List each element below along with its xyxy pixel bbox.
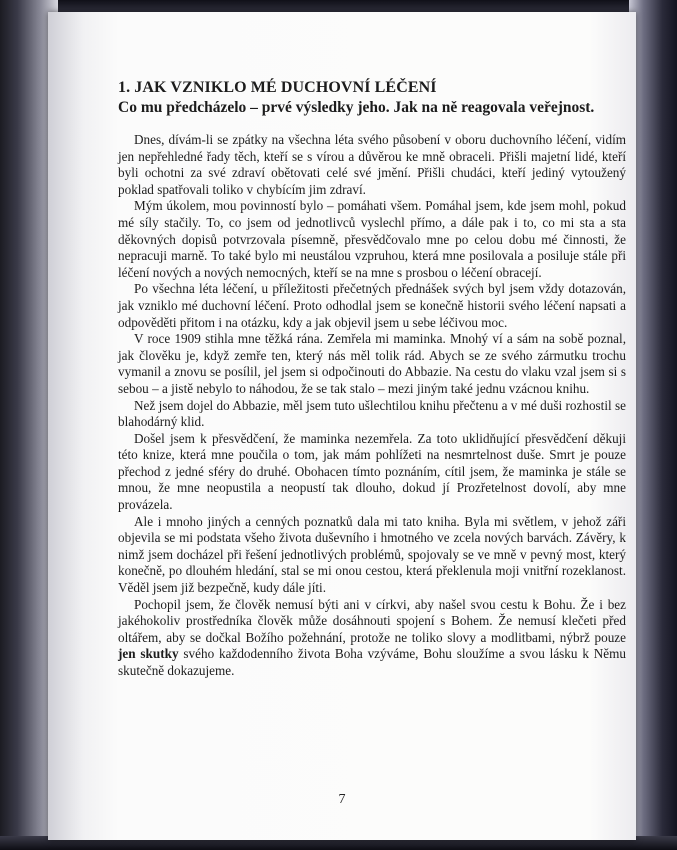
page-text xyxy=(118,78,626,680)
paragraph-last-tail: svého každodenního života Boha vzýváme, Bohu sloužíme a svou lásku k Němu skutečně dokazujeme. xyxy=(118,646,627,678)
chapter-body xyxy=(118,132,626,680)
paragraph: Došel jsem k přesvědčení, že maminka nezemřela. Za toto uklidňující přesvědčení děkuji této knize, která mne poučila o tom, jak mám pohlížeti na nesmrtelnost duše. Smrt je pouze přechod z jedné sféry do druhé. Obohacen tímto poznáním, cítil jsem, že maminka je stále se mnou, že mne neopustila a neopustí tak dlouho, dokud jí Prozřetelnost dovolí, aby mne provázela. xyxy=(118,430,626,513)
paragraph: Po všechna léta léčení, u příležitosti přečetných přednášek svých byl jsem vždy dotazován, jak vzniklo mé duchovní léčení. Proto odhodlal jsem se konečně historii svého léčení napsati a odpověděti přitom i na otázku, kdy a jak objevil jsem u sebe léčivou moc. xyxy=(118,281,626,330)
chapter-subtitle: Co mu předcházelo – prvé výsledky jeho. Jak na ně reagovala veřejnost. xyxy=(118,99,595,116)
page-number: 7 xyxy=(338,792,346,807)
paragraph: Než jsem dojel do Abbazie, měl jsem tuto ušlechtilou knihu přečtenu a v mé duši rozhostil se blahodárný klid. xyxy=(118,397,626,430)
book-right-edge xyxy=(629,0,677,850)
paragraph: V roce 1909 stihla mne těžká rána. Zemřela mi maminka. Mnohý ví a sám na sobě poznal, jak člověku je, když zemře ten, který nás měl tolik rád. Abych se ze svého zármutku trochu vymanil a znovu se posílil, jel jsem si odpočinouti do Abbazie. Na cestu do vlaku vzal jsem si s sebou – a jistě nebylo to náhodou, že se tak stalo – mezi jiným také jednu vzácnou knihu. xyxy=(118,331,626,396)
paragraph: Mým úkolem, mou povinností bylo – pomáhati všem. Pomáhal jsem, kde jsem mohl, pokud mé síly stačily. To, co jsem od jednotlivců vyslechl přímo, a dále pak i to, co mi sta a sta děkovných dopisů potvrzovala písemně, přesvědčovalo mne po celou dobu mé činnosti, že nepracuji marně. To také bylo mi neustálou vzpruhou, která mne posilovala a posiluje stále při léčení nových a nových nemocných, kteří se na mne s prosbou o léčení obracejí. xyxy=(118,198,626,280)
paragraph-last xyxy=(118,597,626,680)
chapter-title: 1. JAK VZNIKLO MÉ DUCHOVNÍ LÉČENÍ xyxy=(118,79,437,96)
paragraph: Dnes, dívám-li se zpátky na všechna léta svého působení v oboru duchovního léčení, vidím jen nepřehledné řady těch, kteří se s vírou a důvěrou ke mně obraceli. Přišli majetní lidé, kteří byli ochotni za své zdraví obětovati celé své jmění. Přišli chudáci, kteří jediný vytoužený poklad spatřovali toliko v chybícím jim zdraví. xyxy=(118,132,626,197)
paragraph: Ale i mnoho jiných a cenných poznatků dala mi tato kniha. Byla mi světlem, v jehož záři objevila se mi podstata všeho života duševního i hmotného ve zcela nových barvách. Závěry, k nimž jsem docházel při řešení jednotlivých problémů, spojovaly se ve mně v pevný most, který konečně, po dlouhém hledání, stal se mi onou cestou, která překlenula moji vnitřní rozeklanost. Věděl jsem již bezpečně, kudy dále jíti. xyxy=(118,513,626,596)
bold-phrase: jen skutky xyxy=(118,646,179,662)
book-page xyxy=(48,12,636,840)
paragraph-last-text: Pochopil jsem, že člověk nemusí býti ani v církvi, aby našel svou cestu k Bohu. Že i bez jakéhokoliv prostředníka člověk může dosáhnouti spojení s Bohem. Že nemusí klečeti před oltářem, aby se dočkal Božího požehnání, protože ne toliko slovy a modlitbami, nýbrž pouze xyxy=(118,596,626,645)
